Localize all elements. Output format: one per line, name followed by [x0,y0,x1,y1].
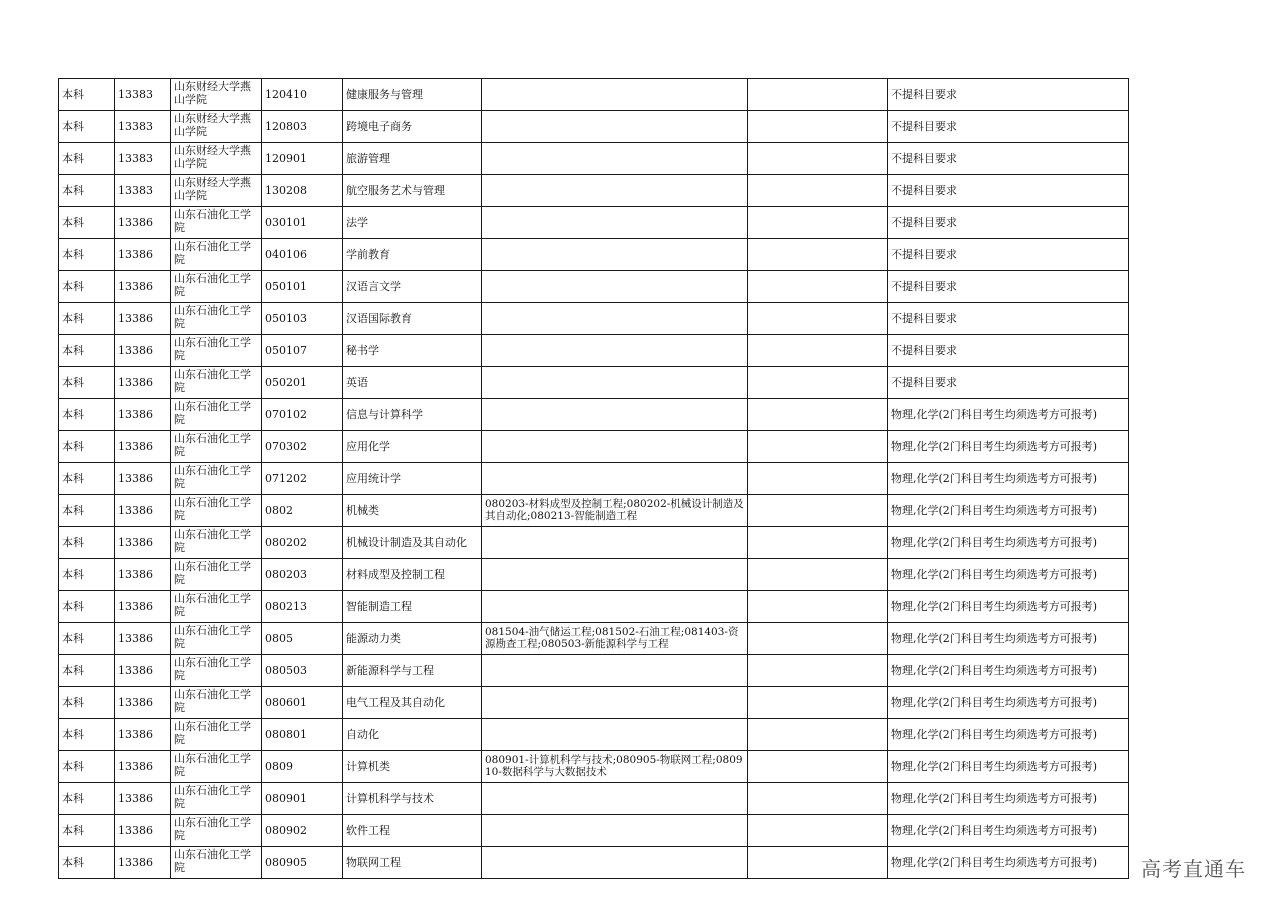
school-code-cell: 13386 [115,367,171,399]
extra-cell [748,399,888,431]
school-code-cell: 13383 [115,143,171,175]
school-name-cell: 山东财经大学燕山学院 [171,175,262,207]
school-code-cell: 13386 [115,655,171,687]
extra-cell [748,527,888,559]
included-majors-cell [482,655,748,687]
major-name-cell: 秘书学 [343,335,482,367]
level-cell: 本科 [59,495,115,527]
school-code-cell: 13386 [115,559,171,591]
included-majors-cell [482,527,748,559]
level-cell: 本科 [59,175,115,207]
school-name-cell: 山东石油化工学院 [171,655,262,687]
subject-requirement-cell: 不提科目要求 [888,207,1129,239]
major-code-cell: 080901 [262,783,343,815]
included-majors-cell [482,175,748,207]
included-majors-cell [482,559,748,591]
major-name-cell: 应用统计学 [343,463,482,495]
level-cell: 本科 [59,623,115,655]
school-code-cell: 13386 [115,847,171,879]
extra-cell [748,655,888,687]
major-name-cell: 电气工程及其自动化 [343,687,482,719]
table-row [59,687,1129,719]
table-row [59,783,1129,815]
extra-cell [748,687,888,719]
major-code-cell: 080503 [262,655,343,687]
school-name-cell: 山东财经大学燕山学院 [171,111,262,143]
subject-requirement-cell: 不提科目要求 [888,367,1129,399]
level-cell: 本科 [59,79,115,111]
table-row [59,271,1129,303]
included-majors-cell [482,79,748,111]
extra-cell [748,815,888,847]
table-row [59,239,1129,271]
included-majors-cell: 080203-材料成型及控制工程;080202-机械设计制造及其自动化;080213-智能制造工程 [482,495,748,527]
table-row [59,303,1129,335]
level-cell: 本科 [59,271,115,303]
major-code-cell: 070302 [262,431,343,463]
major-code-cell: 040106 [262,239,343,271]
extra-cell [748,79,888,111]
admission-requirements-table [58,78,1129,879]
school-name-cell: 山东石油化工学院 [171,559,262,591]
extra-cell [748,143,888,175]
major-code-cell: 080203 [262,559,343,591]
table-row [59,527,1129,559]
extra-cell [748,463,888,495]
level-cell: 本科 [59,367,115,399]
school-code-cell: 13383 [115,79,171,111]
major-code-cell: 120901 [262,143,343,175]
school-name-cell: 山东石油化工学院 [171,463,262,495]
school-code-cell: 13386 [115,527,171,559]
school-code-cell: 13386 [115,495,171,527]
included-majors-cell: 080901-计算机科学与技术;080905-物联网工程;080910-数据科学与大数据技术 [482,751,748,783]
level-cell: 本科 [59,399,115,431]
subject-requirement-cell: 物理,化学(2门科目考生均须选考方可报考) [888,623,1129,655]
school-name-cell: 山东石油化工学院 [171,431,262,463]
major-name-cell: 计算机类 [343,751,482,783]
included-majors-cell [482,399,748,431]
major-name-cell: 材料成型及控制工程 [343,559,482,591]
level-cell: 本科 [59,527,115,559]
watermark-text: 高考直通车 [1141,857,1246,881]
major-name-cell: 汉语国际教育 [343,303,482,335]
table-row [59,655,1129,687]
table-row [59,559,1129,591]
major-name-cell: 自动化 [343,719,482,751]
school-name-cell: 山东石油化工学院 [171,303,262,335]
included-majors-cell [482,239,748,271]
subject-requirement-cell: 物理,化学(2门科目考生均须选考方可报考) [888,783,1129,815]
major-code-cell: 050201 [262,367,343,399]
school-name-cell: 山东石油化工学院 [171,591,262,623]
major-name-cell: 健康服务与管理 [343,79,482,111]
school-name-cell: 山东石油化工学院 [171,335,262,367]
extra-cell [748,847,888,879]
included-majors-cell [482,815,748,847]
included-majors-cell [482,847,748,879]
table-row [59,751,1129,783]
school-code-cell: 13383 [115,111,171,143]
school-name-cell: 山东财经大学燕山学院 [171,79,262,111]
major-code-cell: 080601 [262,687,343,719]
major-code-cell: 080801 [262,719,343,751]
level-cell: 本科 [59,303,115,335]
subject-requirement-cell: 物理,化学(2门科目考生均须选考方可报考) [888,463,1129,495]
table-row [59,623,1129,655]
school-name-cell: 山东石油化工学院 [171,495,262,527]
school-name-cell: 山东石油化工学院 [171,527,262,559]
included-majors-cell [482,367,748,399]
school-name-cell: 山东石油化工学院 [171,783,262,815]
school-code-cell: 13386 [115,719,171,751]
extra-cell [748,559,888,591]
extra-cell [748,367,888,399]
major-code-cell: 050107 [262,335,343,367]
subject-requirement-cell: 不提科目要求 [888,303,1129,335]
table-row [59,847,1129,879]
major-name-cell: 航空服务艺术与管理 [343,175,482,207]
major-code-cell: 130208 [262,175,343,207]
major-name-cell: 能源动力类 [343,623,482,655]
subject-requirement-cell: 物理,化学(2门科目考生均须选考方可报考) [888,751,1129,783]
school-code-cell: 13386 [115,783,171,815]
extra-cell [748,719,888,751]
table-row [59,495,1129,527]
school-code-cell: 13383 [115,175,171,207]
major-code-cell: 120410 [262,79,343,111]
major-name-cell: 计算机科学与技术 [343,783,482,815]
major-name-cell: 法学 [343,207,482,239]
school-name-cell: 山东财经大学燕山学院 [171,143,262,175]
subject-requirement-cell: 物理,化学(2门科目考生均须选考方可报考) [888,559,1129,591]
school-name-cell: 山东石油化工学院 [171,367,262,399]
major-name-cell: 应用化学 [343,431,482,463]
table-row [59,591,1129,623]
table-row [59,399,1129,431]
major-name-cell: 学前教育 [343,239,482,271]
school-code-cell: 13386 [115,335,171,367]
extra-cell [748,751,888,783]
included-majors-cell [482,207,748,239]
included-majors-cell [482,719,748,751]
major-name-cell: 软件工程 [343,815,482,847]
level-cell: 本科 [59,463,115,495]
major-name-cell: 英语 [343,367,482,399]
level-cell: 本科 [59,751,115,783]
level-cell: 本科 [59,719,115,751]
major-code-cell: 080902 [262,815,343,847]
extra-cell [748,335,888,367]
included-majors-cell [482,335,748,367]
school-name-cell: 山东石油化工学院 [171,751,262,783]
major-code-cell: 080202 [262,527,343,559]
table-row [59,815,1129,847]
school-name-cell: 山东石油化工学院 [171,719,262,751]
extra-cell [748,783,888,815]
major-code-cell: 0809 [262,751,343,783]
subject-requirement-cell: 不提科目要求 [888,271,1129,303]
school-code-cell: 13386 [115,687,171,719]
subject-requirement-cell: 不提科目要求 [888,239,1129,271]
table-row [59,143,1129,175]
table-body [59,79,1129,879]
major-code-cell: 071202 [262,463,343,495]
included-majors-cell [482,463,748,495]
school-name-cell: 山东石油化工学院 [171,815,262,847]
subject-requirement-cell: 物理,化学(2门科目考生均须选考方可报考) [888,495,1129,527]
table-row [59,463,1129,495]
school-name-cell: 山东石油化工学院 [171,687,262,719]
level-cell: 本科 [59,431,115,463]
extra-cell [748,207,888,239]
major-name-cell: 智能制造工程 [343,591,482,623]
level-cell: 本科 [59,591,115,623]
subject-requirement-cell: 不提科目要求 [888,335,1129,367]
included-majors-cell [482,303,748,335]
major-code-cell: 050103 [262,303,343,335]
table-row [59,175,1129,207]
table-row [59,79,1129,111]
school-code-cell: 13386 [115,303,171,335]
school-code-cell: 13386 [115,463,171,495]
subject-requirement-cell: 物理,化学(2门科目考生均须选考方可报考) [888,847,1129,879]
major-code-cell: 080213 [262,591,343,623]
school-name-cell: 山东石油化工学院 [171,399,262,431]
extra-cell [748,495,888,527]
extra-cell [748,271,888,303]
subject-requirement-cell: 物理,化学(2门科目考生均须选考方可报考) [888,431,1129,463]
included-majors-cell [482,111,748,143]
major-name-cell: 物联网工程 [343,847,482,879]
major-code-cell: 120803 [262,111,343,143]
level-cell: 本科 [59,815,115,847]
subject-requirement-cell: 不提科目要求 [888,143,1129,175]
level-cell: 本科 [59,655,115,687]
major-code-cell: 050101 [262,271,343,303]
included-majors-cell [482,143,748,175]
subject-requirement-cell: 物理,化学(2门科目考生均须选考方可报考) [888,815,1129,847]
major-code-cell: 0802 [262,495,343,527]
extra-cell [748,431,888,463]
school-code-cell: 13386 [115,623,171,655]
school-code-cell: 13386 [115,207,171,239]
included-majors-cell [482,687,748,719]
level-cell: 本科 [59,783,115,815]
subject-requirement-cell: 物理,化学(2门科目考生均须选考方可报考) [888,527,1129,559]
subject-requirement-cell: 物理,化学(2门科目考生均须选考方可报考) [888,591,1129,623]
level-cell: 本科 [59,335,115,367]
included-majors-cell [482,591,748,623]
table-row [59,719,1129,751]
included-majors-cell: 081504-油气储运工程;081502-石油工程;081403-资源勘查工程;080503-新能源科学与工程 [482,623,748,655]
subject-requirement-cell: 物理,化学(2门科目考生均须选考方可报考) [888,655,1129,687]
table-row [59,335,1129,367]
subject-requirement-cell: 物理,化学(2门科目考生均须选考方可报考) [888,719,1129,751]
major-name-cell: 新能源科学与工程 [343,655,482,687]
level-cell: 本科 [59,111,115,143]
major-name-cell: 机械类 [343,495,482,527]
school-code-cell: 13386 [115,399,171,431]
school-code-cell: 13386 [115,815,171,847]
school-name-cell: 山东石油化工学院 [171,271,262,303]
school-name-cell: 山东石油化工学院 [171,207,262,239]
level-cell: 本科 [59,239,115,271]
extra-cell [748,239,888,271]
included-majors-cell [482,431,748,463]
included-majors-cell [482,783,748,815]
major-code-cell: 070102 [262,399,343,431]
subject-requirement-cell: 物理,化学(2门科目考生均须选考方可报考) [888,687,1129,719]
extra-cell [748,591,888,623]
school-code-cell: 13386 [115,271,171,303]
level-cell: 本科 [59,207,115,239]
extra-cell [748,175,888,207]
major-name-cell: 机械设计制造及其自动化 [343,527,482,559]
school-name-cell: 山东石油化工学院 [171,847,262,879]
major-code-cell: 030101 [262,207,343,239]
subject-requirement-cell: 不提科目要求 [888,79,1129,111]
extra-cell [748,111,888,143]
school-name-cell: 山东石油化工学院 [171,623,262,655]
major-name-cell: 旅游管理 [343,143,482,175]
subject-requirement-cell: 不提科目要求 [888,175,1129,207]
school-code-cell: 13386 [115,431,171,463]
subject-requirement-cell: 不提科目要求 [888,111,1129,143]
major-name-cell: 跨境电子商务 [343,111,482,143]
major-code-cell: 0805 [262,623,343,655]
extra-cell [748,303,888,335]
school-name-cell: 山东石油化工学院 [171,239,262,271]
included-majors-cell [482,271,748,303]
level-cell: 本科 [59,847,115,879]
level-cell: 本科 [59,559,115,591]
extra-cell [748,623,888,655]
table-row [59,367,1129,399]
major-code-cell: 080905 [262,847,343,879]
school-code-cell: 13386 [115,591,171,623]
table-row [59,431,1129,463]
major-name-cell: 信息与计算科学 [343,399,482,431]
school-code-cell: 13386 [115,239,171,271]
school-code-cell: 13386 [115,751,171,783]
level-cell: 本科 [59,687,115,719]
table-row [59,207,1129,239]
major-name-cell: 汉语言文学 [343,271,482,303]
level-cell: 本科 [59,143,115,175]
subject-requirement-cell: 物理,化学(2门科目考生均须选考方可报考) [888,399,1129,431]
table-row [59,111,1129,143]
